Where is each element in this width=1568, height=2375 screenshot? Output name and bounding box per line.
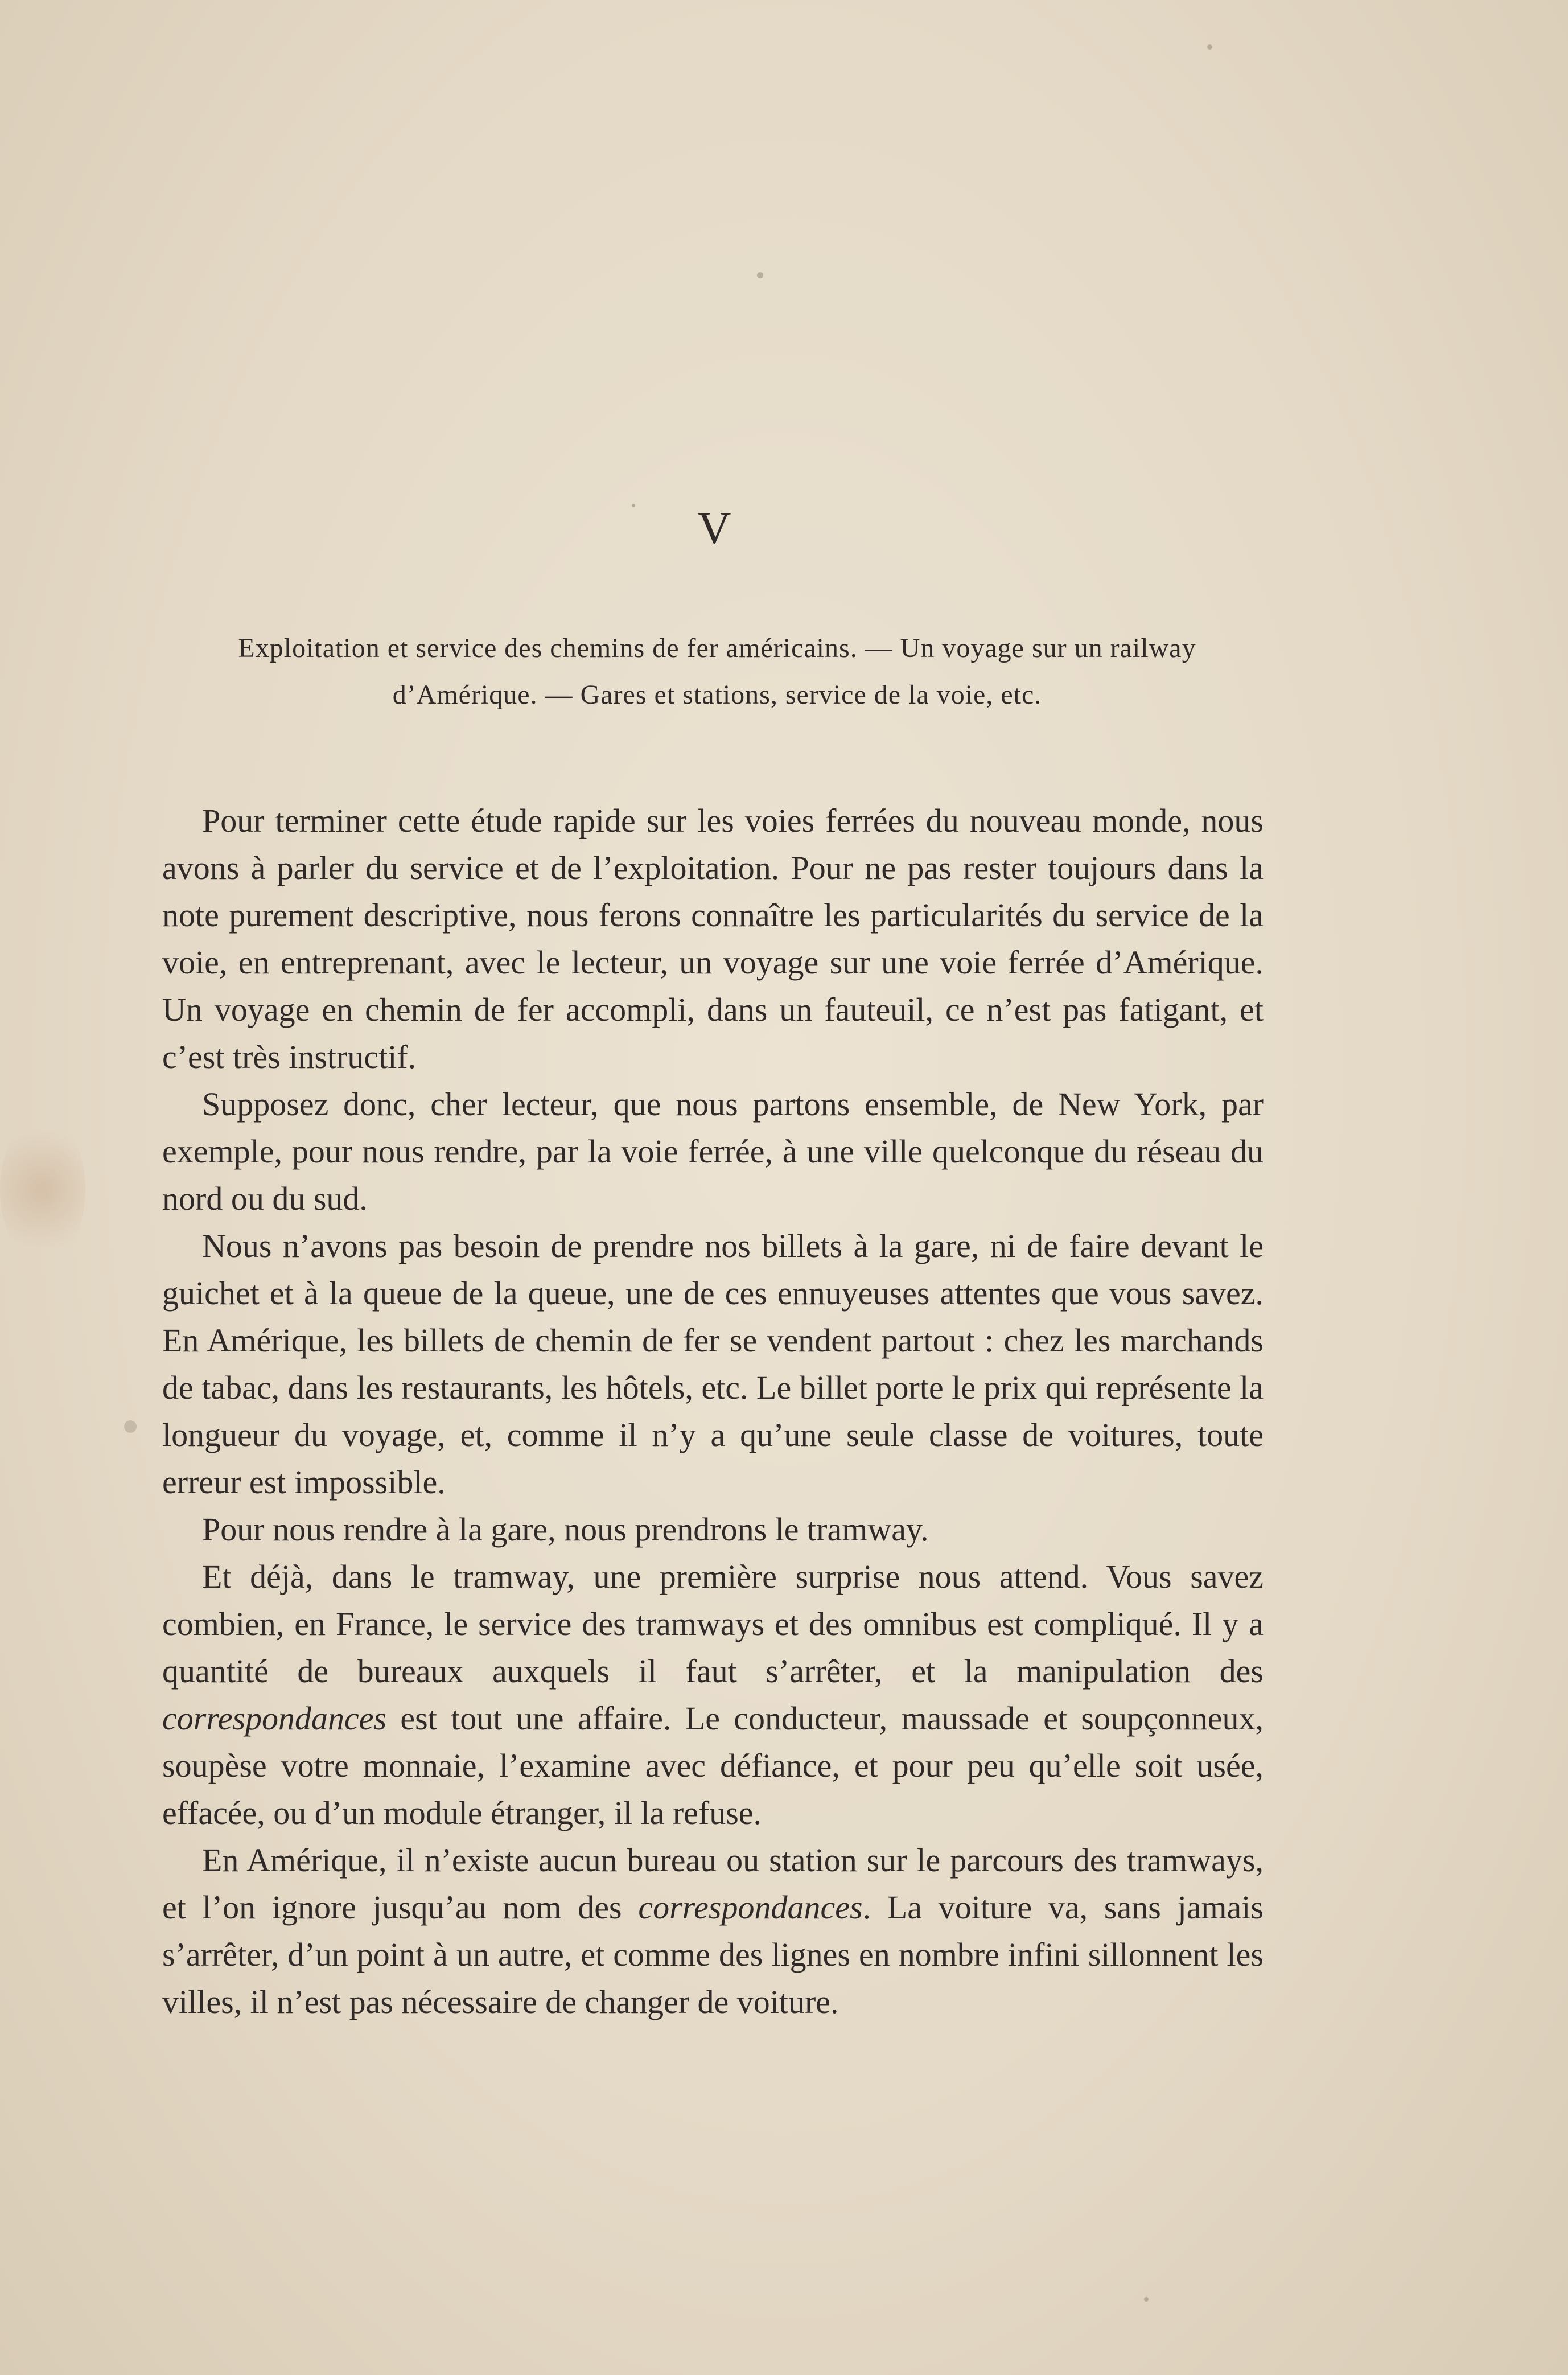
- paragraph-5-text-end: est tout une affaire. Le conducteur, maussade et soupçonneux, soupèse votre monnaie, l’examine avec défiance, et pour peu qu’elle soit usée, effacée, ou d’un module étranger, il la refuse.: [162, 1700, 1264, 1831]
- paragraph-6: [162, 1836, 1264, 2025]
- paragraph-6-text: En Amérique, il n’existe aucun bureau ou station sur le parcours des tramways, et l’on ignore jusqu’au nom des: [162, 1842, 1264, 1926]
- chapter-number: V: [697, 502, 731, 554]
- paper-stain: [0, 1116, 85, 1264]
- paper-speck: [1144, 2297, 1149, 2302]
- paragraph-4: Pour nous rendre à la gare, nous prendrons le tramway.: [202, 1511, 929, 1548]
- body-text: [162, 797, 1264, 2025]
- paper-speck: [757, 272, 763, 278]
- paragraph-5: [162, 1553, 1264, 1836]
- paragraph-5-text: Et déjà, dans le tramway, une première surprise nous attend. Vous savez combien, en France, le service des tramways et des omnibus est compliqué. Il y a quantité de bureaux auxquels il faut s’arrêter, et la manipulation des: [162, 1558, 1264, 1690]
- paragraph-3: Nous n’avons pas besoin de prendre nos billets à la gare, ni de faire devant le guichet et à la queue de la queue, une de ces ennuyeuses attentes que vous savez. En Amérique, les billets de chemin de fer se vendent partout : chez les marchands de tabac, dans les restaurants, les hôtels, etc. Le billet porte le prix qui représente la longueur du voyage, et, comme il n’y a qu’une seule classe de voitures, toute erreur est impossible.: [162, 1227, 1264, 1501]
- paragraph-2: Supposez donc, cher lecteur, que nous partons ensemble, de New York, par exemple, pour nous rendre, par la voie ferrée, à une ville quelconque du réseau du nord ou du sud.: [162, 1086, 1264, 1217]
- italic-term: correspondances: [638, 1889, 863, 1926]
- paper-speck: [124, 1420, 137, 1433]
- chapter-summary: Exploitation et service des chemins de fer américains. — Un voyage sur un railway d’Amérique. — Gares et stations, service de la voie, etc.: [238, 633, 1196, 710]
- italic-term: correspondances: [162, 1700, 387, 1737]
- paragraph-1: Pour terminer cette étude rapide sur les voies ferrées du nouveau monde, nous avons à parler du service et de l’exploitation. Pour ne pas rester toujours dans la note purement descriptive, nous ferons connaître les particularités du service de la voie, en entreprenant, avec le lecteur, un voyage sur une voie ferrée d’Amérique. Un voyage en chemin de fer accompli, dans un fauteuil, ce n’est pas fatigant, et c’est très instructif.: [162, 802, 1264, 1075]
- paper-speck: [1207, 44, 1212, 50]
- paragraph-6-text-end: . La voiture va, sans jamais s’arrêter, d’un point à un autre, et comme des lignes en nombre infini sillonnent les villes, il n’est pas nécessaire de changer de voiture.: [162, 1889, 1264, 2020]
